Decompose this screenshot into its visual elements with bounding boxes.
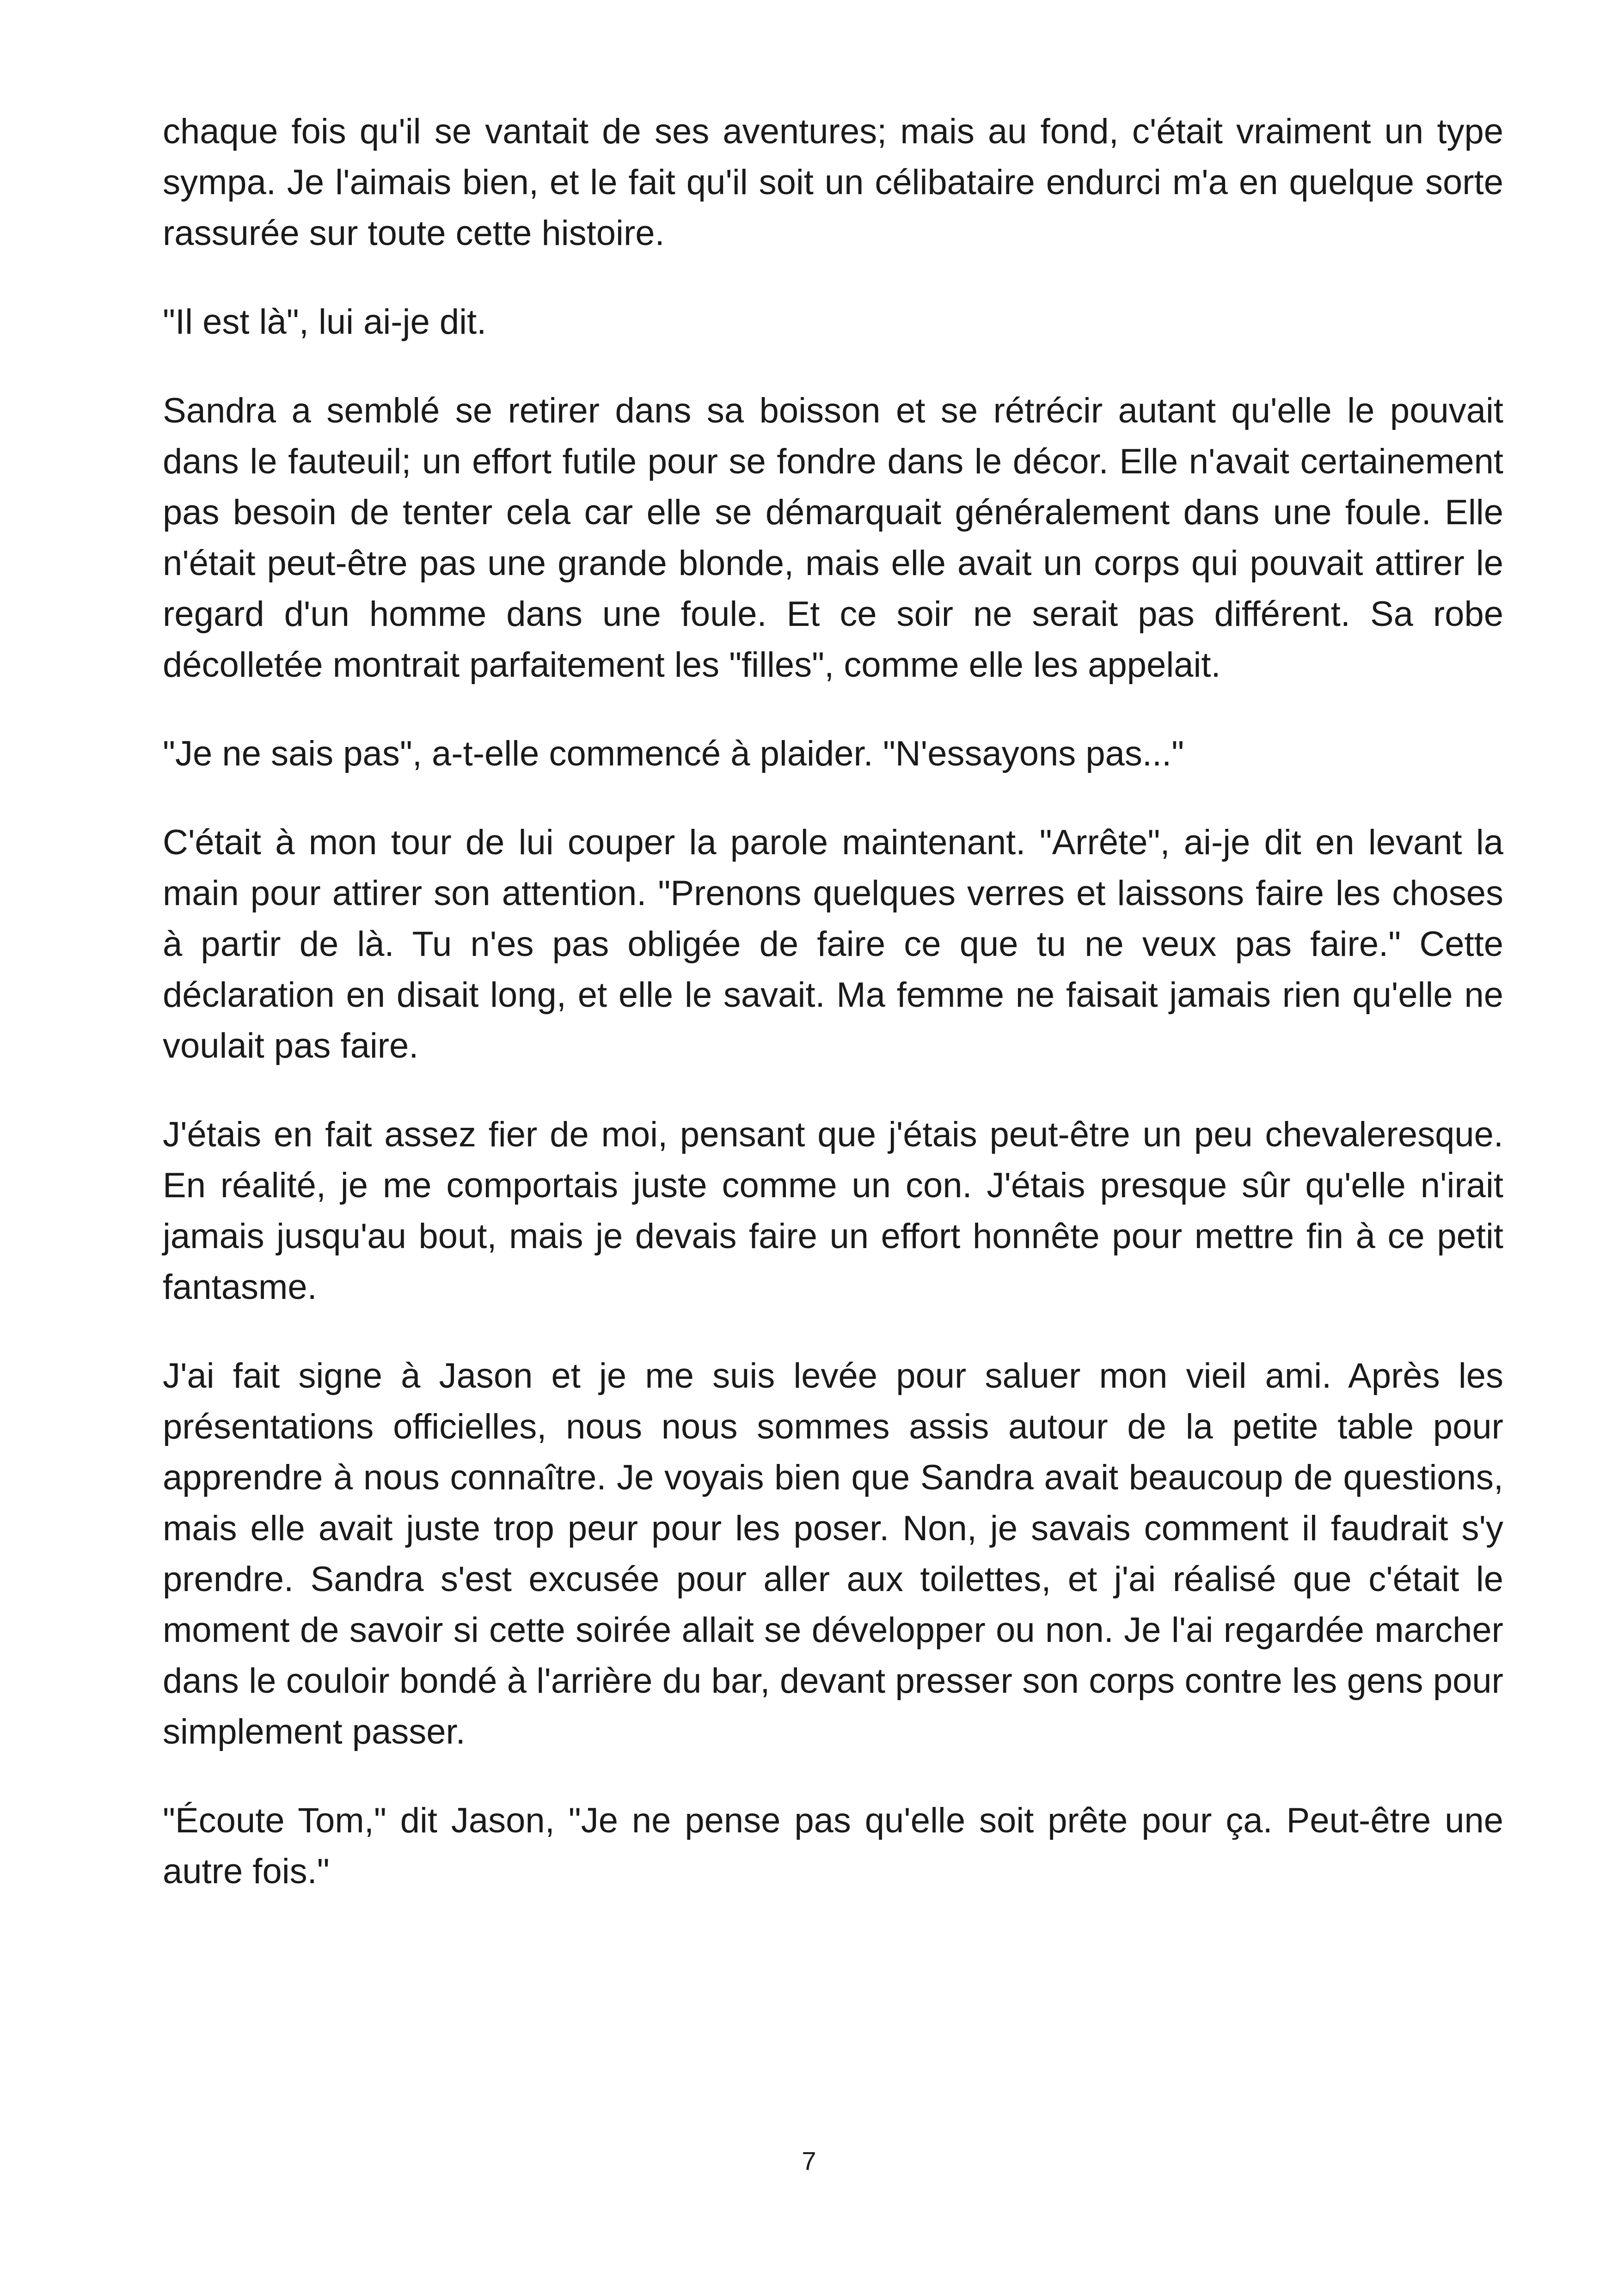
paragraph: "Écoute Tom," dit Jason, "Je ne pense pas qu'elle soit prête pour ça. Peut-être une autre fois." bbox=[163, 1801, 1503, 1891]
paragraph: C'était à mon tour de lui couper la parole maintenant. "Arrête", ai-je dit en levant la main pour attirer son attention. "Prenons quelques verres et laissons faire les choses à partir de là. Tu n'es pas obligée de faire ce que tu ne veux pas faire." Cette déclaration en disait long, et elle le savait. Ma femme ne faisait jamais rien qu'elle ne voulait pas faire. bbox=[163, 823, 1503, 1065]
paragraph: "Il est là", lui ai-je dit. bbox=[163, 302, 487, 342]
paragraph: chaque fois qu'il se vantait de ses aventures; mais au fond, c'était vraiment un type sympa. Je l'aimais bien, et le fait qu'il soit un célibataire endurci m'a en quelque sorte rassurée sur toute cette histoire. bbox=[163, 112, 1503, 253]
paragraph: "Je ne sais pas", a-t-elle commencé à plaider. "N'essayons pas..." bbox=[163, 734, 1184, 773]
paragraph: J'étais en fait assez fier de moi, pensant que j'étais peut-être un peu chevaleresque. En réalité, je me comportais juste comme un con. J'étais presque sûr qu'elle n'irait jamais jusqu'au bout, mais je devais faire un effort honnête pour mettre fin à ce petit fantasme. bbox=[163, 1115, 1503, 1307]
paragraph: Sandra a semblé se retirer dans sa boisson et se rétrécir autant qu'elle le pouvait dans le fauteuil; un effort futile pour se fondre dans le décor. Elle n'avait certainement pas besoin de tenter cela car elle se démarquait généralement dans une foule. Elle n'était peut-être pas une grande blonde, mais elle avait un corps qui pouvait attirer le regard d'un homme dans une foule. Et ce soir ne serait pas différent. Sa robe décolletée montrait parfaitement les "filles", comme elle les appelait. bbox=[163, 391, 1503, 685]
page-number: 7 bbox=[802, 2146, 816, 2175]
body-text bbox=[163, 106, 1503, 1897]
paragraph: J'ai fait signe à Jason et je me suis levée pour saluer mon vieil ami. Après les présentations officielles, nous nous sommes assis autour de la petite table pour apprendre à nous connaître. Je voyais bien que Sandra avait beaucoup de questions, mais elle avait juste trop peur pour les poser. Non, je savais comment il faudrait s'y prendre. Sandra s'est excusée pour aller aux toilettes, et j'ai réalisé que c'était le moment de savoir si cette soirée allait se développer ou non. Je l'ai regardée marcher dans le couloir bondé à l'arrière du bar, devant presser son corps contre les gens pour simplement passer. bbox=[163, 1356, 1503, 1751]
